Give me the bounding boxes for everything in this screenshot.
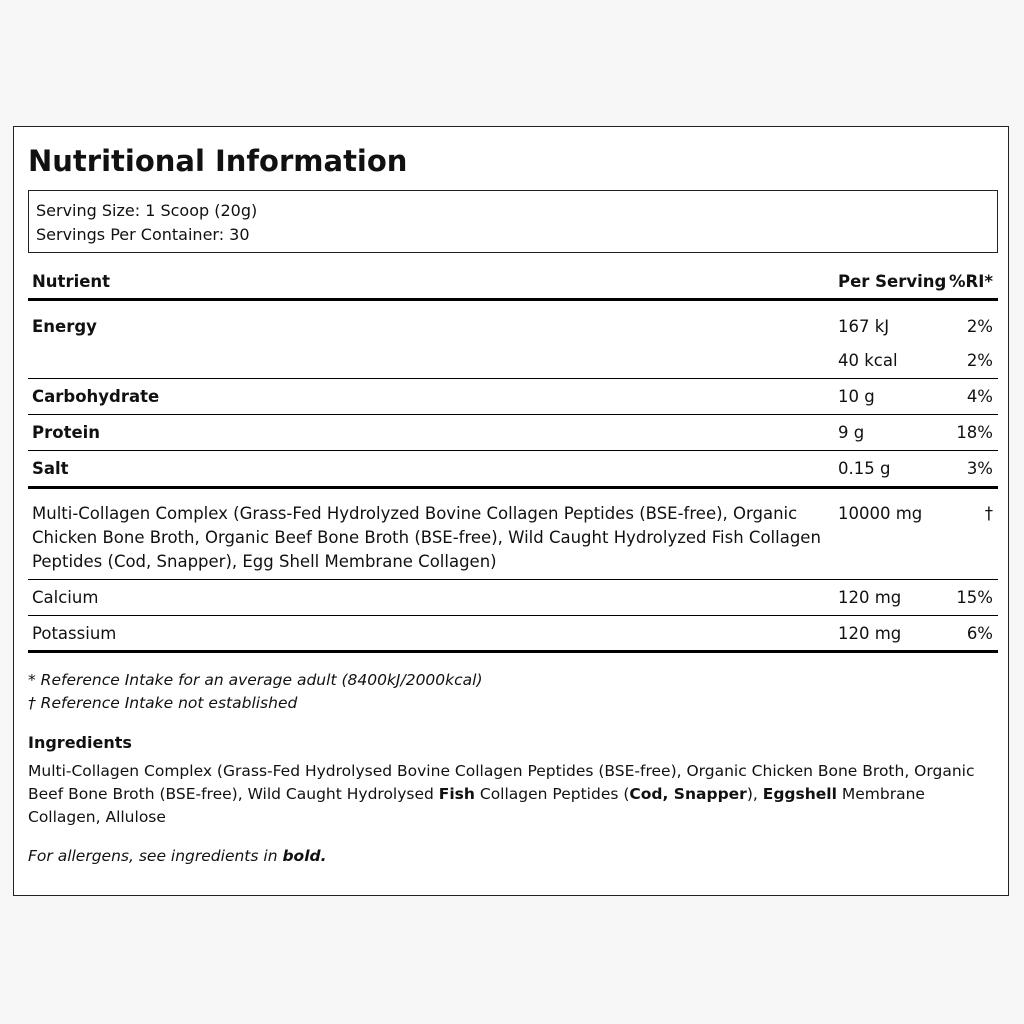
- potassium-ri: 6%: [966, 624, 993, 643]
- nutrient-energy: Energy: [32, 317, 97, 336]
- ingredients-part: Membrane Collagen, Allulose: [28, 785, 925, 826]
- row-divider: [28, 615, 998, 616]
- footnote-reference-intake: * Reference Intake for an average adult (8400kJ/2000kcal): [28, 671, 483, 689]
- row-divider: [28, 450, 998, 451]
- collagen-value: 10000 mg: [838, 504, 923, 523]
- allergen-note-prefix: For allergens, see ingredients in: [28, 847, 283, 865]
- header-divider: [28, 298, 998, 301]
- ingredients-text: [28, 760, 988, 829]
- calcium-ri: 15%: [956, 588, 993, 607]
- energy-kj-ri: 2%: [966, 317, 993, 336]
- salt-ri: 3%: [966, 459, 993, 478]
- salt-value: 0.15 g: [838, 459, 891, 478]
- table-row-collagen: [28, 502, 998, 577]
- footnote-not-established: † Reference Intake not established: [28, 694, 298, 712]
- ingredients-allergen: Cod, Snapper: [629, 785, 747, 803]
- ingredients-heading: Ingredients: [28, 733, 132, 752]
- ingredients-allergen: Fish: [438, 785, 475, 803]
- row-divider: [28, 579, 998, 580]
- page-title: Nutritional Information: [28, 144, 408, 178]
- carbohydrate-ri: 4%: [966, 387, 993, 406]
- serving-info-box: [28, 190, 998, 253]
- row-divider: [28, 414, 998, 415]
- ingredients-part: Collagen Peptides (: [474, 785, 630, 803]
- serving-size: Serving Size: 1 Scoop (20g): [36, 201, 258, 220]
- potassium-value: 120 mg: [838, 624, 902, 643]
- protein-value: 9 g: [838, 423, 865, 442]
- header-nutrient: Nutrient: [32, 272, 111, 291]
- header-ri: %RI*: [948, 272, 993, 291]
- nutrient-carbohydrate: Carbohydrate: [32, 387, 160, 406]
- nutrition-panel: [13, 126, 1009, 896]
- nutrient-potassium: Potassium: [32, 624, 117, 643]
- collagen-ri: †: [984, 504, 993, 523]
- calcium-value: 120 mg: [838, 588, 902, 607]
- footnotes: [28, 669, 483, 715]
- ingredients-part: ),: [746, 785, 763, 803]
- protein-ri: 18%: [956, 423, 993, 442]
- servings-per-container: Servings Per Container: 30: [36, 225, 250, 244]
- ingredients-allergen: Eggshell: [762, 785, 837, 803]
- allergen-note: [28, 845, 327, 868]
- section-divider: [28, 486, 998, 489]
- nutrient-salt: Salt: [32, 459, 69, 478]
- row-divider: [28, 378, 998, 379]
- table-bottom-divider: [28, 650, 998, 653]
- energy-kcal-value: 40 kcal: [838, 351, 898, 370]
- allergen-note-bold: bold.: [282, 847, 327, 865]
- ingredients-part: Multi-Collagen Complex (Grass-Fed Hydrolysed Bovine Collagen Peptides (BSE-free), Organic Chicken Bone Broth, Organic Beef Bone Broth (BSE-free), Wild Caught Hydrolysed: [28, 762, 975, 803]
- nutrient-calcium: Calcium: [32, 588, 99, 607]
- energy-kcal-ri: 2%: [966, 351, 993, 370]
- carbohydrate-value: 10 g: [838, 387, 875, 406]
- nutrient-collagen: Multi-Collagen Complex (Grass-Fed Hydrolyzed Bovine Collagen Peptides (BSE-free), Organic Chicken Bone Broth, Organic Beef Bone Broth (BSE-free), Wild Caught Hydrolyzed Fish Collagen Peptides (Cod, Snapper), Egg Shell Membrane Collagen): [32, 504, 821, 571]
- header-per-serving: Per Serving: [838, 272, 947, 291]
- nutrient-protein: Protein: [32, 423, 101, 442]
- energy-kj-value: 167 kJ: [838, 317, 890, 336]
